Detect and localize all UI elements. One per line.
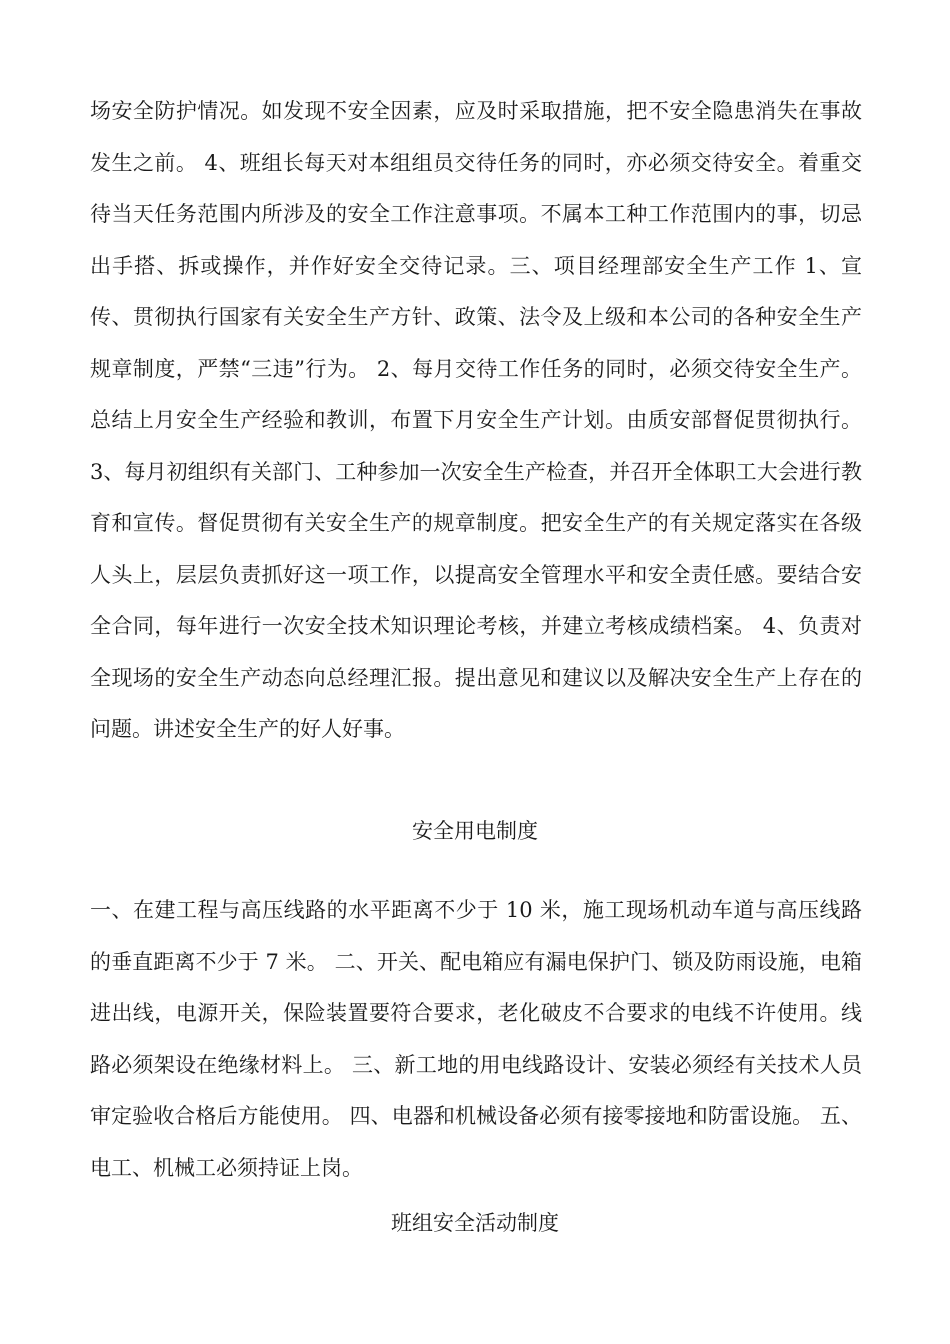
section-heading-electricity-safety: 安全用电制度 (412, 819, 538, 843)
electricity-safety-paragraph: 一、在建工程与高压线路的水平距离不少于 10 米，施工现场机动车道与高压线路的垂直距离不少于 7 米。 二、开关、配电箱应有漏电保护门、锁及防雨设施，电箱进出线，电源开关，保险装置要符合要求，老化破皮不合要求的电线不许使用。线路必须架设在绝缘材料上。 三、新工地的用电线路设计、安装必须经有关技术人员审定验收合格后方能使用。 四、电器和机械设备必须有接零接地和防雷设施。 五、电工、机械工必须持证上岗。 (90, 898, 862, 1180)
section-heading-team-safety-activities: 班组安全活动制度 (391, 1211, 559, 1235)
safety-responsibility-paragraph: 场安全防护情况。如发现不安全因素，应及时采取措施，把不安全隐患消失在事故发生之前。 4、班组长每天对本组组员交待任务的同时，亦必须交待安全。着重交待当天任务范围内所涉及的安全工作注意事项。不属本工种工作范围内的事，切忌出手搭、拆或操作，并作好安全交待记录。三、项目经理部安全生产工作 1、宣传、贯彻执行国家有关安全生产方针、政策、法令及上级和本公司的各种安全生产规章制度，严禁“三违”行为。 2、每月交待工作任务的同时，必须交待安全生产。总结上月安全生产经验和教训，布置下月安全生产计划。由质安部督促贯彻执行。 3、每月初组织有关部门、工种参加一次安全生产检查，并召开全体职工大会进行教育和宣传。督促贯彻有关安全生产的规章制度。把安全生产的有关规定落实在各级人头上，层层负责抓好这一项工作，以提高安全管理水平和安全责任感。要结合安全合同，每年进行一次安全技术知识理论考核，并建立考核成绩档案。 4、负责对全现场的安全生产动态向总经理汇报。提出意见和建议以及解决安全生产上存在的问题。讲述安全生产的好人好事。 (90, 99, 862, 741)
